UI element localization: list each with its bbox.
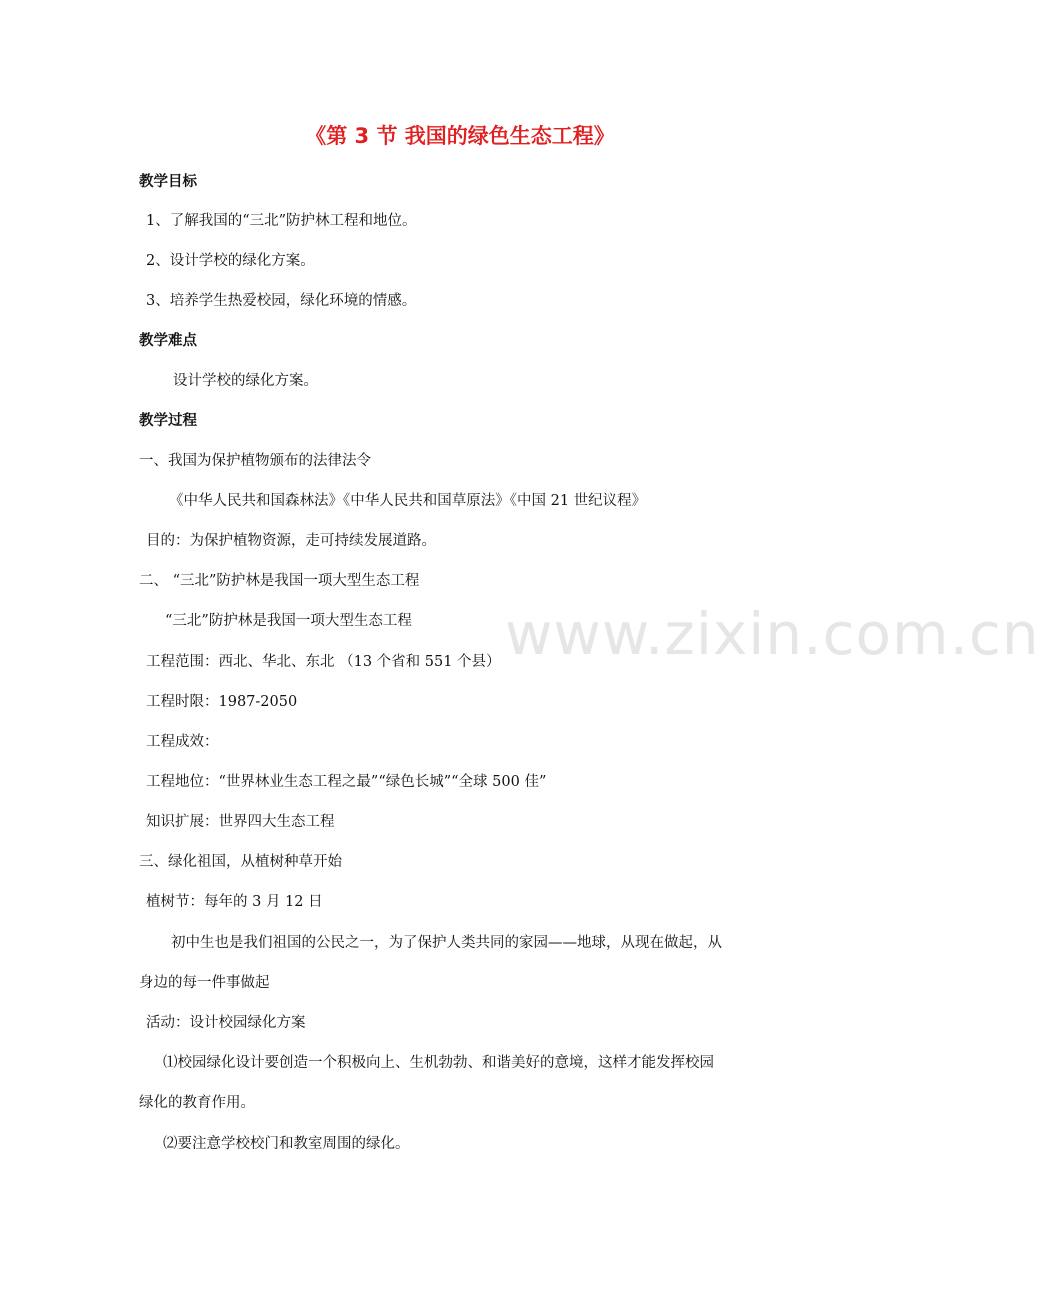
difficulty-heading: 教学难点	[139, 333, 197, 349]
section2-status: 工程地位：“世界林业生态工程之最”“绿色长城”“全球 500 佳”	[146, 774, 547, 790]
section3-arbor-day: 植树节：每年的 3 月 12 日	[146, 894, 323, 910]
section3-paragraph-line1: 初中生也是我们祖国的公民之一，为了保护人类共同的家园——地球，从现在做起，从	[171, 935, 722, 951]
section1-purpose: 目的：为保护植物资源，走可持续发展道路。	[146, 533, 436, 549]
section2-title: 二、 “三北”防护林是我国一项大型生态工程	[139, 573, 420, 589]
document-title: 《第 3 节 我国的绿色生态工程》	[305, 124, 615, 148]
objective-item: 1、了解我国的“三北”防护林工程和地位。	[146, 213, 417, 229]
difficulty-text: 设计学校的绿化方案。	[173, 373, 318, 389]
section2-extension: 知识扩展：世界四大生态工程	[146, 814, 335, 830]
watermark: www.zixin.com.cn	[505, 600, 1040, 668]
process-heading: 教学过程	[139, 413, 197, 429]
section3-activity: 活动：设计校园绿化方案	[146, 1015, 306, 1031]
section2-subtitle: “三北”防护林是我国一项大型生态工程	[165, 613, 412, 629]
objective-item: 3、培养学生热爱校园，绿化环境的情感。	[146, 293, 417, 309]
section3-paragraph-line2: 身边的每一件事做起	[139, 975, 270, 991]
section3-item1-line1: ⑴校园绿化设计要创造一个积极向上、生机勃勃、和谐美好的意境，这样才能发挥校园	[163, 1055, 714, 1071]
section1-laws: 《中华人民共和国森林法》《中华人民共和国草原法》《中国 21 世纪议程》	[169, 493, 647, 509]
objective-item: 2、设计学校的绿化方案。	[146, 253, 315, 269]
section3-item2: ⑵要注意学校校门和教室周围的绿化。	[163, 1136, 410, 1152]
section2-scope: 工程范围：西北、华北、东北 （13 个省和 551 个县）	[146, 654, 501, 670]
objectives-heading: 教学目标	[139, 174, 197, 190]
section3-item1-line2: 绿化的教育作用。	[139, 1095, 255, 1111]
section1-title: 一、我国为保护植物颁布的法律法令	[139, 453, 371, 469]
section3-title: 三、绿化祖国，从植树种草开始	[139, 854, 342, 870]
section2-effect: 工程成效：	[146, 734, 219, 750]
section2-period: 工程时限：1987-2050	[146, 694, 298, 710]
